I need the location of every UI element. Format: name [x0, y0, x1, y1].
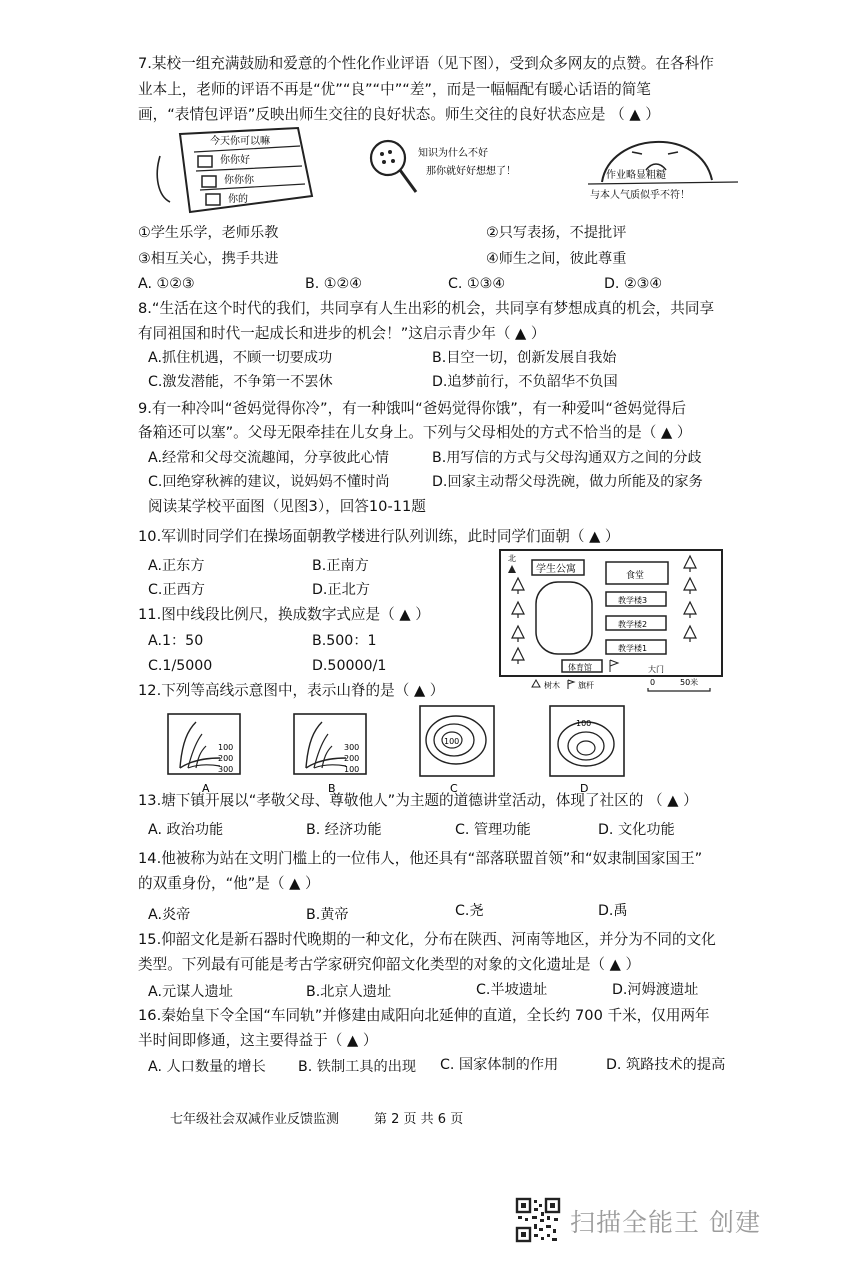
q15-option-b: B.北京人遗址 [306, 984, 392, 1000]
contour-diagram-a [166, 712, 246, 796]
q8-option-b: B.目空一切，创新发展自我始 [432, 350, 617, 366]
dorm-label: 学生公寓 [536, 564, 576, 575]
contour-diagram-c [418, 704, 502, 796]
q14-option-d: D.禹 [598, 903, 628, 919]
q15-stem-line1: 15.仰韶文化是新石器时代晚期的一种文化，分布在陕西、河南等地区，并分为不同的文化 [138, 931, 716, 948]
canteen-label: 食堂 [626, 571, 645, 581]
tree-icons-right [684, 556, 696, 642]
q13-stem: 13.塘下镇开展以“孝敬父母、尊敬他人”为主题的道德讲堂活动，体现了社区的 （ ▲ ） [138, 792, 698, 809]
footer-page-number: 第 2 页 共 6 页 [374, 1112, 464, 1127]
q10-option-d: D.正北方 [312, 582, 370, 598]
gate-label: 大门 [648, 665, 664, 674]
q9-option-b: B.用写信的方式与父母沟通双方之间的分歧 [432, 450, 702, 466]
q8-stem-line2: 有同祖国和时代一起成长和进步的机会！”这启示青少年（ ▲ ） [138, 325, 546, 342]
q16-stem-line2: 半时间即修通，这主要得益于（ ▲ ） [138, 1032, 378, 1049]
q9-option-a: A.经常和父母交流趣闻，分享彼此心情 [148, 450, 389, 466]
q8-option-d: D.追梦前行，不负韶华不负国 [432, 374, 618, 390]
q7-img1-text3: 你你你 [224, 175, 254, 186]
q9-stem-line1: 9.有一种冷叫“爸妈觉得你冷”，有一种饿叫“爸妈觉得你饿”，有一种爱叫“爸妈觉得后 [138, 400, 686, 417]
q8-stem-line1: 8.“生活在这个时代的我们，共同享有人生出彩的机会，共同享有梦想成真的机会，共同享 [138, 300, 715, 317]
diagram-c-label: C [450, 782, 458, 795]
scale-bar [648, 688, 710, 691]
playground-track [536, 582, 592, 654]
diagram-b-label: B [328, 782, 336, 795]
scale-fifty: 50米 [680, 678, 699, 687]
scanner-watermark: 扫描全能王 创建 [570, 1208, 761, 1237]
q16-option-a: A. 人口数量的增长 [148, 1059, 266, 1075]
q10-option-a: A.正东方 [148, 558, 205, 574]
q11-stem: 11.图中线段比例尺，换成数字式应是（ ▲ ） [138, 606, 430, 623]
q7-option-c: C. ①③④ [448, 276, 506, 292]
q10-option-b: B.正南方 [312, 558, 369, 574]
svg-text:100: 100 [218, 743, 234, 752]
q13-option-d: D. 文化功能 [598, 822, 675, 838]
q7-option-d: D. ②③④ [604, 276, 663, 292]
svg-text:300: 300 [218, 765, 234, 774]
q14-stem-line2: 的双重身份，“他”是（ ▲ ） [138, 875, 320, 892]
qr-code-icon [516, 1198, 560, 1242]
q13-option-b: B. 经济功能 [306, 822, 382, 838]
footer-title: 七年级社会双减作业反馈监测 [170, 1112, 340, 1127]
q16-option-c: C. 国家体制的作用 [440, 1057, 559, 1073]
q7-item-2: ②只写表扬，不提批评 [486, 225, 627, 241]
q14-option-b: B.黄帝 [306, 907, 349, 923]
q14-stem-line1: 14.他被称为站在文明门槛上的一位伟人，他还具有“部落联盟首领”和“奴隶制国家国王” [138, 850, 703, 867]
diagram-a-label: A [202, 782, 210, 795]
q11-option-d: D.50000/1 [312, 658, 387, 674]
q7-stem-line3: 画，“表情包评语”反映出师生交往的良好状态。师生交往的良好状态应是 （ ▲ ） [138, 106, 660, 123]
q7-stem-line2: 业本上，老师的评语不再是“优”“良”“中”“差”，而是一幅幅配有暖心话语的简笔 [138, 81, 651, 98]
scale-zero: 0 [650, 678, 656, 687]
q16-stem-line1: 16.秦始皇下令全国“车同轨”并修建由咸阳向北延伸的直道，全长约 700 千米，仅用两年 [138, 1007, 710, 1024]
q7-img2-text2: 那你就好好想想了！ [426, 166, 516, 177]
north-label: 北 [508, 554, 516, 563]
q7-item-4: ④师生之间，彼此尊重 [486, 251, 627, 267]
contour-diagram-b [292, 712, 372, 796]
q8-option-a: A.抓住机遇，不顾一切要成功 [148, 350, 333, 366]
diagram-d-label: D [580, 782, 589, 795]
q12-stem: 12.下列等高线示意图中，表示山脊的是（ ▲ ） [138, 682, 445, 699]
q7-item-3: ③相互关心，携手共进 [138, 251, 279, 267]
building1-label: 教学楼1 [618, 644, 648, 653]
q7-option-a: A. ①②③ [138, 276, 195, 292]
contour-diagram-d [548, 704, 632, 796]
q14-option-a: A.炎帝 [148, 907, 191, 923]
q7-img3-text2: 与本人气质似乎不符！ [590, 190, 690, 201]
q7-magnifier-sketch [366, 136, 546, 206]
q7-stem-line1: 7.某校一组充满鼓励和爱意的个性化作业评语（见下图），受到众多网友的点赞。在各科作 [138, 55, 714, 72]
q16-option-b: B. 铁制工具的出现 [298, 1059, 417, 1075]
q11-option-a: A.1：50 [148, 633, 204, 649]
svg-text:100: 100 [576, 719, 592, 728]
q13-option-c: C. 管理功能 [455, 822, 531, 838]
q11-option-c: C.1/5000 [148, 658, 213, 674]
q15-option-a: A.元谋人遗址 [148, 984, 233, 1000]
q7-img3-text1: 作业略显粗糙 [606, 170, 666, 181]
q10-option-c: C.正西方 [148, 582, 205, 598]
q8-option-c: C.激发潜能，不争第一不罢休 [148, 374, 333, 390]
q15-stem-line2: 类型。下列最有可能是考古学家研究仰韶文化类型的对象的文化遗址是（ ▲ ） [138, 956, 641, 973]
q7-item-1: ①学生乐学，老师乐教 [138, 225, 279, 241]
svg-text:300: 300 [344, 743, 360, 752]
svg-text:200: 200 [344, 754, 360, 763]
q7-img2-text1: 知识为什么不好 [418, 148, 488, 159]
q7-img1-text2: 你你好 [220, 155, 250, 166]
q13-option-a: A. 政治功能 [148, 822, 224, 838]
q7-option-b: B. ①②④ [305, 276, 362, 292]
q7-notebook-sketch [150, 126, 320, 216]
q9-option-d: D.回家主动帮父母洗碗，做力所能及的家务 [432, 474, 703, 490]
svg-text:200: 200 [218, 754, 234, 763]
school-map [498, 548, 730, 693]
q7-img1-text4: 你的 [228, 194, 248, 205]
map-intro: 阅读某学校平面图（见图3），回答10-11题 [148, 498, 426, 515]
legend-flag-label: 旗杆 [578, 681, 594, 690]
q9-option-c: C.回绝穿秋裤的建议，说妈妈不懂时尚 [148, 474, 390, 490]
north-arrow-icon [508, 565, 516, 573]
tree-icons-left [512, 578, 524, 664]
q16-option-d: D. 筑路技术的提高 [606, 1057, 726, 1073]
gym-label: 体育馆 [568, 663, 592, 672]
q14-option-c: C.尧 [455, 903, 484, 919]
svg-text:100: 100 [444, 737, 460, 746]
legend-tree-label: 树木 [544, 681, 560, 690]
q9-stem-line2: 备箱还可以塞”。父母无限牵挂在儿女身上。下列与父母相处的方式不恰当的是（ ▲ ） [138, 424, 692, 441]
q15-option-c: C.半坡遗址 [476, 982, 548, 998]
svg-text:100: 100 [344, 765, 360, 774]
q7-face-sketch [588, 128, 748, 208]
building2-label: 教学楼2 [618, 620, 648, 629]
q15-option-d: D.河姆渡遗址 [612, 982, 699, 998]
q7-img1-text1: 今天你可以嘛 [210, 136, 270, 147]
q10-stem: 10.军训时同学们在操场面朝教学楼进行队列训练，此时同学们面朝（ ▲ ） [138, 528, 620, 545]
q11-option-b: B.500：1 [312, 633, 377, 649]
building3-label: 教学楼3 [618, 596, 648, 605]
